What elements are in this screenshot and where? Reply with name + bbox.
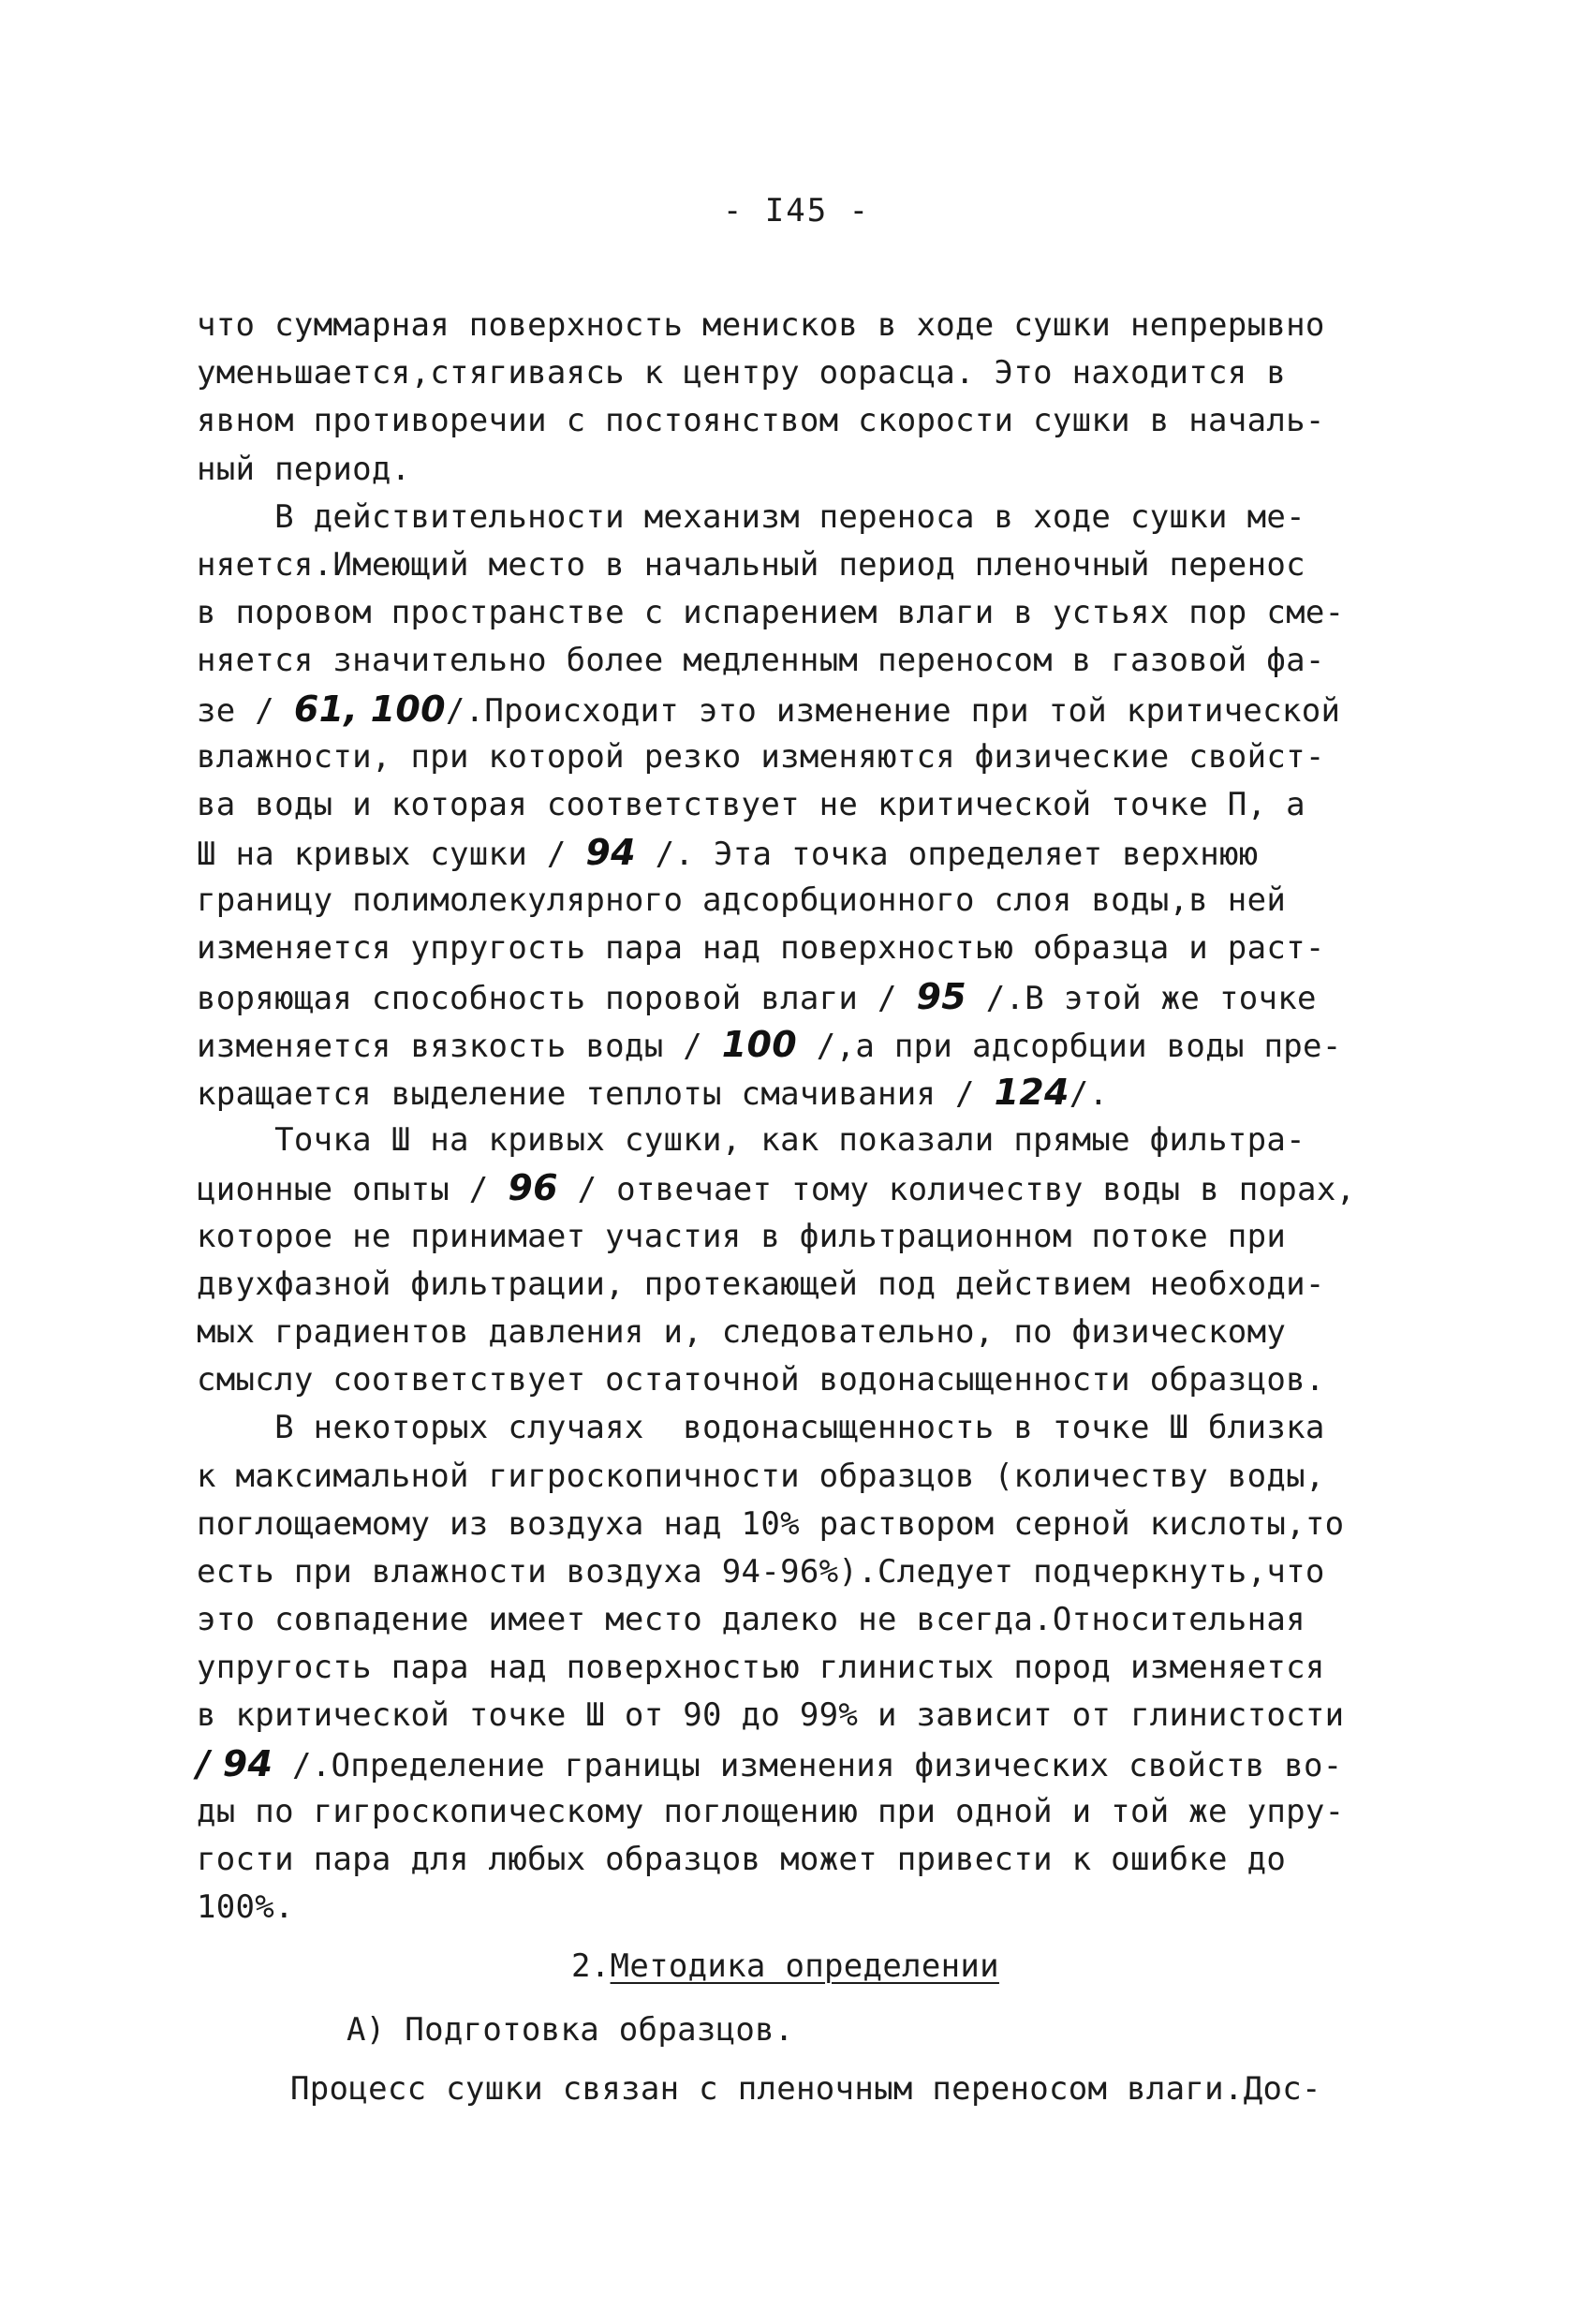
text-fragment: кращается выделение теплоты смачивания / (197, 1075, 995, 1113)
handwritten-reference: / 94 (197, 1742, 273, 1784)
text-line: это совпадение имеет место далеко не всегда.Относительная (197, 1601, 1305, 1639)
text-fragment: /.Происходит это изменение при той критической (445, 691, 1341, 730)
text-line: 100%. (197, 1888, 294, 1927)
text-line: Процесс сушки связан с пленочным переносом влаги.Дос- (290, 2069, 1321, 2108)
handwritten-reference: 61, 100 (293, 688, 446, 730)
text-line: няется значительно более медленным переносом в газовой фа- (197, 642, 1325, 680)
text-line: В некоторых случаях водонасыщенность в точке Ш близка (197, 1409, 1325, 1447)
text-line (197, 1740, 1433, 1788)
text-line: Точка Ш на кривых сушки, как показали прямые фильтра- (197, 1121, 1305, 1160)
text-line: двухфазной фильтрации, протекающей под действием необходи- (197, 1265, 1325, 1303)
text-line: ды по гигроскопическому поглощению при одной и той же упру- (197, 1792, 1345, 1830)
text-line: границу полимолекулярного адсорбционного слоя воды,в ней (197, 881, 1287, 920)
text-line (197, 1164, 1433, 1212)
text-fragment: /.Определение границы изменения физических свойств во- (273, 1746, 1343, 1784)
text-fragment: зе / (197, 691, 294, 730)
text-line: которое не принимает участия в фильтрационном потоке при (197, 1217, 1287, 1255)
text-line: есть при влажности воздуха 94-96%).Следует подчеркнуть,что (197, 1552, 1325, 1591)
text-fragment: /.В этой же точке (966, 979, 1317, 1017)
text-line: гости пара для любых образцов может привести к ошибке до (197, 1841, 1287, 1878)
text-fragment: ционные опыты / (197, 1171, 509, 1209)
section-title: Методика определении (610, 1947, 999, 1986)
text-fragment: / отвечает тому количеству воды в порах, (557, 1171, 1356, 1209)
text-line: В действительности механизм переноса в ходе сушки ме- (197, 497, 1305, 536)
section-heading (197, 1943, 1433, 1991)
handwritten-reference: 96 (508, 1167, 558, 1209)
text-line (197, 973, 1433, 1021)
text-fragment: воряющая способность поровой влаги / (197, 979, 917, 1017)
subsection-heading: А) Подготовка образцов. (347, 2010, 794, 2049)
text-line: ва воды и которая соответствует не критической точке П, а (197, 785, 1305, 823)
text-line: явном противоречии с постоянством скорости сушки в началь- (197, 402, 1325, 440)
text-fragment: /. Эта точка определяет верхнюю (635, 836, 1259, 874)
text-line: поглощаемому из воздуха над 10% раствором серной кислоты,то (197, 1504, 1345, 1543)
text-line: в критической точке Ш от 90 до 99% и зависит от глинистости (197, 1696, 1345, 1735)
text-fragment: /,а при адсорбции воды пре- (797, 1027, 1342, 1065)
text-line (197, 829, 1433, 877)
text-line (197, 1021, 1433, 1069)
handwritten-reference: 124 (994, 1072, 1069, 1113)
text-line (197, 1069, 1433, 1117)
text-line: что суммарная поверхность менисков в ходе сушки непрерывно (197, 306, 1325, 344)
section-number: 2. (571, 1947, 611, 1986)
page-number: - I45 - (722, 192, 871, 229)
text-fragment: /. (1069, 1075, 1109, 1113)
text-fragment: изменяется вязкость воды / (197, 1027, 722, 1065)
text-line: влажности, при которой резко изменяются физические свойст- (197, 737, 1325, 776)
text-line (197, 686, 1433, 733)
text-line: в поровом пространстве с испарением влаги в устьях пор сме- (197, 594, 1345, 632)
text-line: изменяется упругость пара над поверхностью образца и раст- (197, 929, 1325, 968)
text-line: упругость пара над поверхностью глинистых пород изменяется (197, 1649, 1325, 1687)
text-line: к максимальной гигроскопичности образцов (количеству воды, (197, 1457, 1325, 1495)
handwritten-reference: 94 (585, 832, 636, 874)
text-line: уменьшается,стягиваясь к центру оорасца. Это находится в (197, 354, 1287, 392)
handwritten-reference: 100 (721, 1023, 798, 1065)
text-line: няется.Имеющий место в начальный период пленочный перенос (197, 545, 1305, 584)
text-line: смыслу соответствует остаточной водонасыщенности образцов. (197, 1361, 1325, 1399)
body-text (197, 302, 1433, 2113)
text-line: ный период. (197, 450, 411, 488)
text-fragment: Ш на кривых сушки / (197, 836, 586, 874)
text-line: мых градиентов давления и, следовательно, по физическому (197, 1312, 1287, 1351)
handwritten-reference: 95 (916, 975, 966, 1017)
